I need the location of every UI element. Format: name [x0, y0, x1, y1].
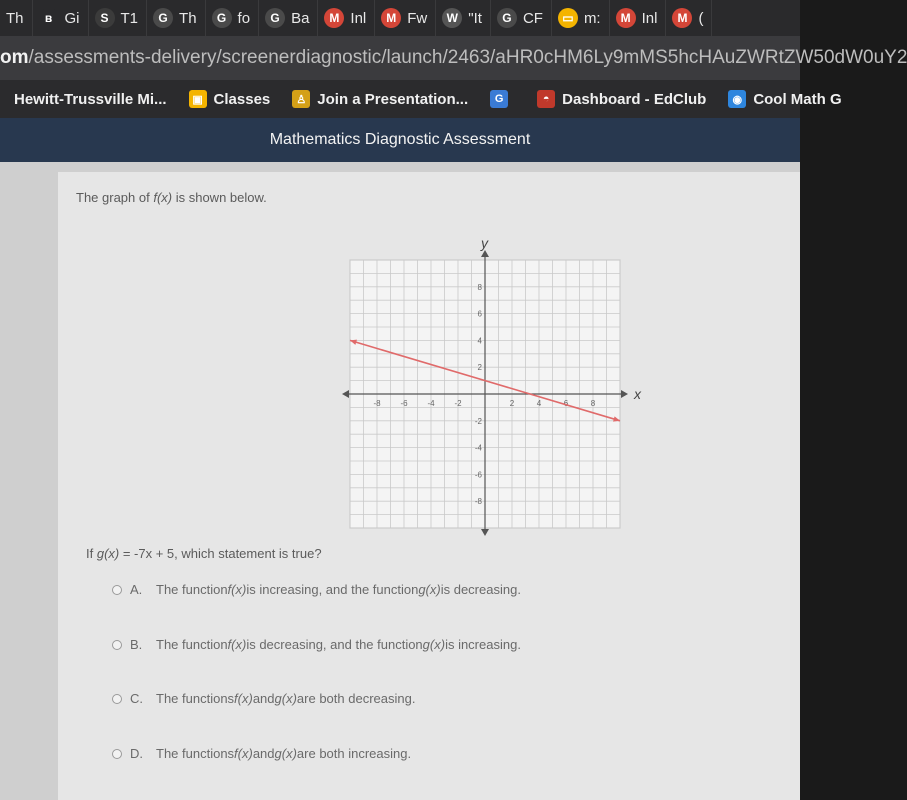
radio-button[interactable] — [112, 585, 122, 595]
y-tick-label: 6 — [477, 309, 482, 319]
choice-text: is increasing. — [445, 637, 521, 652]
x-tick-label: -6 — [400, 399, 408, 408]
classes-icon: ▣ — [189, 90, 207, 108]
page-content — [0, 162, 800, 800]
prompt-prefix: If — [86, 546, 97, 561]
presentation-icon: ♙ — [292, 90, 310, 108]
s-icon: S — [95, 8, 115, 28]
google-icon: G — [212, 8, 232, 28]
choice-text: The function — [156, 637, 228, 652]
y-axis-label: y — [481, 235, 488, 251]
browser-tab[interactable] — [666, 0, 712, 36]
bookmark-label: Classes — [213, 90, 271, 108]
choice-text: The functions — [156, 746, 235, 761]
choice-text: g(x) — [418, 582, 441, 597]
slides-icon: ▭ — [558, 8, 578, 28]
browser-tab-label: Inl — [350, 9, 367, 27]
radio-button[interactable] — [112, 694, 122, 704]
x-tick-label: 2 — [509, 399, 515, 408]
y-tick-label: 8 — [477, 282, 482, 292]
url-path: /assessments-delivery/screenerdiagnostic/launch/2463/aHR0cHM6Ly9mMS5hcHAuZWRtZW50dW0uY2 — [28, 47, 907, 68]
choice-text: is increasing, and the function — [246, 582, 419, 597]
google-icon: G — [497, 8, 517, 28]
choice-text: are both increasing. — [296, 746, 412, 761]
answer-choice-c[interactable] — [112, 691, 415, 706]
x-axis-arrow-right — [621, 390, 628, 398]
bookmarks-bar — [0, 80, 842, 118]
choice-text: is decreasing. — [440, 582, 521, 597]
choice-text: f(x) — [227, 637, 247, 652]
browser-tab-label: fo — [237, 9, 251, 27]
browser-tab-label: m: — [583, 9, 601, 27]
choice-text: g(x) — [274, 746, 297, 761]
choice-letter: C. — [130, 691, 143, 706]
app-header — [0, 118, 800, 162]
bookmark-item[interactable] — [189, 90, 271, 108]
edclub-icon: ◓ — [537, 90, 555, 108]
app-title: Mathematics Diagnostic Assessment — [269, 131, 531, 148]
prompt-g: g(x) — [96, 546, 120, 561]
browser-tab-label: Gi — [64, 9, 80, 27]
answer-choice-b[interactable] — [112, 637, 521, 652]
bookmark-item[interactable] — [292, 90, 468, 108]
y-tick-label: 4 — [477, 336, 482, 346]
browser-tab[interactable] — [375, 0, 436, 36]
y-tick-label: -6 — [474, 470, 482, 480]
question-card — [58, 172, 800, 800]
gmail-icon: M — [324, 8, 344, 28]
bookmark-item[interactable] — [14, 90, 167, 108]
choice-letter: B. — [130, 637, 143, 652]
intro-suffix: is shown below. — [172, 190, 267, 205]
x-tick-label: -2 — [454, 399, 462, 408]
choice-text: is decreasing, and the function — [246, 637, 423, 652]
choice-text: and — [252, 746, 275, 761]
function-graph — [342, 235, 652, 532]
choice-text: g(x) — [274, 691, 297, 706]
choice-text: are both decreasing. — [296, 691, 416, 706]
x-axis-arrow-left — [342, 390, 349, 398]
y-axis-arrow-up — [481, 250, 489, 257]
x-tick-label: 4 — [536, 399, 542, 408]
gimkit-icon: ʙ — [39, 8, 59, 28]
x-tick-label: -4 — [427, 399, 435, 408]
browser-tab-strip — [0, 0, 800, 36]
browser-tab-label: Fw — [407, 9, 428, 27]
google-icon: G — [153, 8, 173, 28]
x-tick-label: 6 — [563, 399, 569, 408]
question-intro — [76, 190, 267, 205]
x-axis-label: x — [634, 386, 641, 402]
browser-tab-label: Ba — [291, 9, 310, 27]
choice-text: and — [252, 691, 275, 706]
prompt-suffix: = -7x + 5, which statement is true? — [119, 546, 322, 561]
browser-tab[interactable] — [552, 0, 610, 36]
y-tick-label: -4 — [474, 443, 482, 453]
url-text[interactable] — [0, 47, 907, 69]
browser-tab[interactable] — [89, 0, 148, 36]
bookmark-label: Join a Presentation... — [317, 90, 469, 108]
bookmark-label: Hewitt-Trussville Mi... — [14, 90, 167, 108]
browser-tab[interactable] — [147, 0, 206, 36]
browser-tab-label: Th — [179, 9, 197, 27]
wordpress-icon: W — [442, 8, 462, 28]
browser-tab[interactable] — [610, 0, 667, 36]
browser-tab[interactable] — [491, 0, 552, 36]
choice-letter: D. — [130, 746, 143, 761]
answer-choice-a[interactable] — [112, 582, 521, 597]
question-prompt — [86, 546, 322, 561]
browser-tab-label: T1 — [120, 9, 139, 27]
x-tick-label: -8 — [373, 399, 381, 408]
address-bar[interactable] — [0, 36, 907, 80]
gmail-icon: M — [672, 8, 692, 28]
y-tick-label: -8 — [474, 497, 482, 507]
choice-text: f(x) — [227, 582, 247, 597]
radio-button[interactable] — [112, 749, 122, 759]
choice-text: f(x) — [234, 746, 253, 761]
y-tick-label: -2 — [474, 416, 482, 426]
browser-tab[interactable] — [0, 0, 33, 36]
bookmark-label: Cool Math G — [753, 90, 842, 108]
browser-tab[interactable] — [33, 0, 89, 36]
browser-tab-label: CF — [522, 9, 543, 27]
browser-tab-label: ( — [698, 9, 704, 27]
radio-button[interactable] — [112, 640, 122, 650]
y-tick-label: 2 — [477, 363, 482, 373]
bookmark-item[interactable] — [490, 90, 515, 108]
browser-tab[interactable] — [436, 0, 491, 36]
bookmark-item[interactable] — [537, 90, 706, 108]
browser-tab[interactable] — [206, 0, 260, 36]
gmail-icon: M — [381, 8, 401, 28]
x-tick-label: 8 — [590, 399, 596, 408]
browser-tab[interactable] — [318, 0, 375, 36]
browser-tab-label: Th — [6, 9, 24, 27]
intro-fx: f(x) — [153, 190, 173, 205]
browser-tab[interactable] — [259, 0, 318, 36]
browser-tab-label: "It — [468, 9, 482, 27]
browser-tab-label: Inl — [641, 9, 658, 27]
bookmark-item[interactable] — [728, 90, 841, 108]
gmail-icon: M — [616, 8, 636, 28]
intro-prefix: The graph of — [76, 190, 154, 205]
choice-text: The function — [156, 582, 228, 597]
choice-text: f(x) — [234, 691, 253, 706]
choice-text: g(x) — [422, 637, 446, 652]
answer-choice-d[interactable] — [112, 746, 411, 761]
bookmark-label: Dashboard - EdClub — [562, 90, 707, 108]
g-icon: G — [490, 90, 508, 108]
choice-letter: A. — [130, 582, 143, 597]
url-host: om — [0, 47, 29, 68]
y-axis-arrow-down — [481, 529, 489, 536]
coolmath-icon: ◉ — [728, 90, 746, 108]
choice-text: The functions — [156, 691, 235, 706]
google-icon: G — [265, 8, 285, 28]
